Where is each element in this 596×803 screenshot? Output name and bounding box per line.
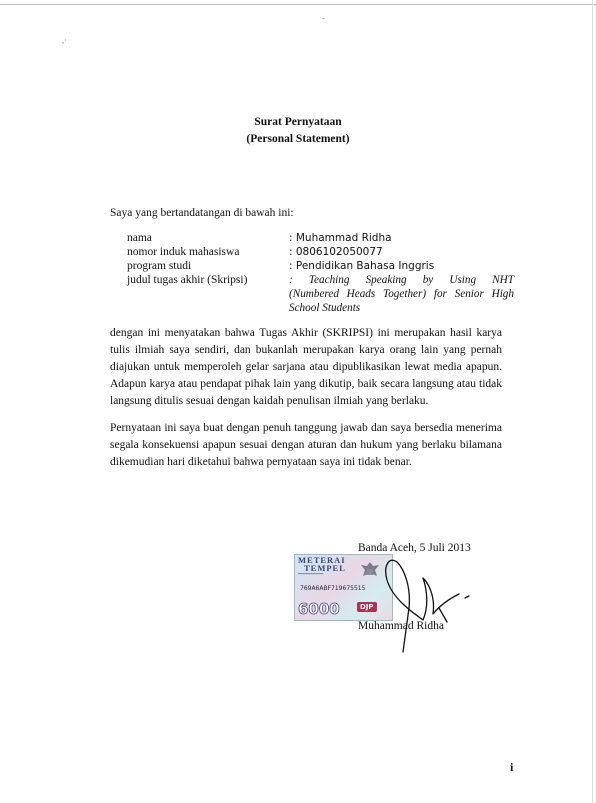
document-title-block bbox=[0, 114, 596, 148]
field-value: : 0806102050077 bbox=[289, 246, 383, 258]
document-subtitle: (Personal Statement) bbox=[246, 133, 350, 145]
thesis-title-value bbox=[289, 273, 514, 315]
stamp-issuer: DJP bbox=[357, 602, 377, 612]
stamp-title-line: TEMPEL bbox=[304, 563, 346, 573]
field-row-name bbox=[127, 231, 514, 245]
stamp-value: 6000 bbox=[298, 600, 340, 618]
signer-name: Muhammad Ridha bbox=[358, 620, 444, 632]
field-value: : Pendidikan Bahasa Inggris bbox=[289, 260, 435, 272]
field-row-program bbox=[127, 259, 514, 273]
scan-speck: - bbox=[322, 14, 325, 23]
place-date: Banda Aceh, 5 Juli 2013 bbox=[358, 542, 471, 554]
field-label: judul tugas akhir (Skripsi) bbox=[127, 274, 248, 286]
stamp-serial: 769A6ABF719675515 bbox=[300, 585, 366, 592]
field-row-thesis-title bbox=[127, 273, 514, 315]
thesis-title-line: : Teaching Speaking by Using NHT bbox=[289, 274, 514, 286]
field-label: nama bbox=[127, 232, 152, 244]
page-number: i bbox=[510, 760, 514, 774]
stamp-fine-print: ━━━━━━━━━━━━ bbox=[298, 572, 324, 576]
thesis-title-line: (Numbered Heads Together) for Senior High bbox=[289, 288, 514, 300]
field-label: program studi bbox=[127, 260, 192, 272]
intro-text: Saya yang bertandatangan di bawah ini: bbox=[110, 207, 294, 219]
field-row-student-id bbox=[127, 245, 514, 259]
scan-edge-top bbox=[0, 4, 596, 5]
responsibility-paragraph: Pernyataan ini saya buat dengan penuh tanggung jawab dan saya bersedia menerima segala konsekuensi apapun sesuai dengan aturan dan hukum yang berlaku bilamana dikemudian hari diketahui bahwa pernyataan saya ini tidak benar. bbox=[110, 422, 502, 468]
stamp-title-line: METERAI bbox=[298, 555, 346, 565]
handwritten-signature bbox=[375, 548, 485, 653]
stamp-title bbox=[298, 556, 346, 572]
statement-paragraph: dengan ini menyatakan bahwa Tugas Akhir (SKRIPSI) ini merupakan hasil karya tulis ilmiah saya sendiri, dan bukanlah merupakan karya orang lain yang pernah diajukan untuk memperoleh gelar sarjana atau dipublikasikan lewat media apapun. Adapun karya atau pendapat pihak lain yang dikutip, baik secara langsung atau tidak langsung ditulis sesuai dengan kaidah penulisan ilmiah yang berlaku. bbox=[110, 327, 502, 407]
field-label: nomor induk mahasiswa bbox=[127, 246, 240, 258]
document-title: Surat Pernyataan bbox=[254, 116, 342, 128]
identity-fields bbox=[127, 231, 514, 315]
field-value: : Muhammad Ridha bbox=[289, 232, 392, 244]
scan-speck: ,· bbox=[62, 36, 67, 45]
thesis-title-line: School Students bbox=[289, 302, 361, 314]
